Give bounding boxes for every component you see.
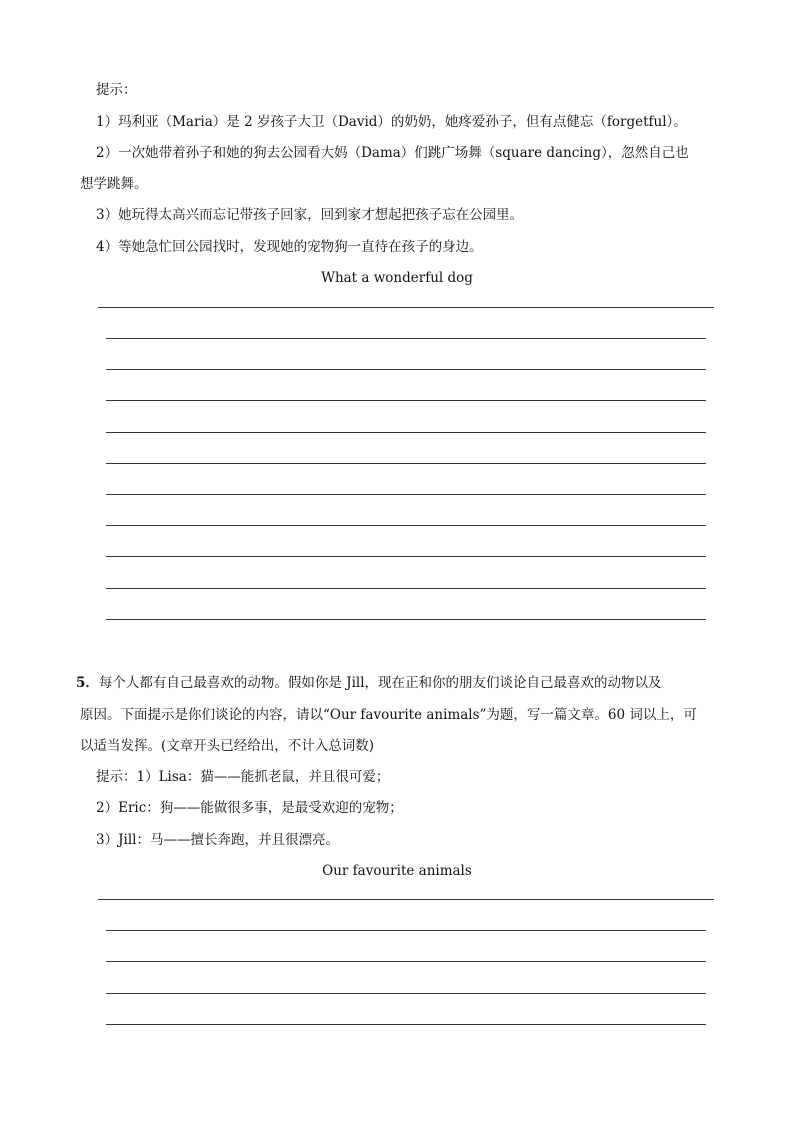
question-number-label: 5． xyxy=(76,675,99,691)
essay-title-dog: What a wonderful dog xyxy=(321,270,473,286)
writing-line[interactable] xyxy=(106,369,706,370)
writing-line[interactable] xyxy=(106,463,706,464)
hint-line-4: 4）等她急忙回公园找时，发现她的宠物狗一直待在孩子的身边。 xyxy=(96,239,483,255)
writing-line[interactable] xyxy=(106,338,706,339)
hint-line-jill: 3）Jill：马——擅长奔跑，并且很漂亮。 xyxy=(96,832,339,848)
hint-line-1: 1）玛利亚（Maria）是 2 岁孩子大卫（David）的奶奶，她疼爱孙子，但有点健忘（forgetful）。 xyxy=(96,114,687,130)
prompt-line-3: 以适当发挥。(文章开头已经给出，不计入总词数) xyxy=(80,738,375,754)
writing-line[interactable] xyxy=(106,993,706,994)
question-number xyxy=(76,673,662,693)
hint-line-eric: 2）Eric：狗——能做很多事，是最受欢迎的宠物； xyxy=(96,800,403,816)
writing-line[interactable] xyxy=(106,432,706,433)
writing-line[interactable] xyxy=(106,400,706,401)
writing-line[interactable] xyxy=(106,930,706,931)
writing-line[interactable] xyxy=(106,556,706,557)
writing-line[interactable] xyxy=(98,899,714,900)
writing-line[interactable] xyxy=(106,961,706,962)
writing-line[interactable] xyxy=(106,525,706,526)
prompt-line-2: 原因。下面提示是你们谈论的内容，请以“Our favourite animals”为题，写一篇文章。60 词以上，可 xyxy=(80,707,697,723)
hint-line-2-continued: 想学跳舞。 xyxy=(80,176,148,192)
writing-line[interactable] xyxy=(106,619,706,620)
hint-line-lisa: 提示：1）Lisa：猫——能抓老鼠，并且很可爱； xyxy=(96,769,390,785)
essay-title-animals: Our favourite animals xyxy=(322,863,472,879)
hint-label: 提示： xyxy=(96,82,137,98)
writing-line[interactable] xyxy=(106,1024,706,1025)
prompt-line-1: 每个人都有自己最喜欢的动物。假如你是 Jill，现在正和你的朋友们谈论自己最喜欢的动物以及 xyxy=(98,675,662,691)
writing-line[interactable] xyxy=(106,494,706,495)
hint-line-3: 3）她玩得太高兴而忘记带孩子回家，回到家才想起把孩子忘在公园里。 xyxy=(96,207,524,223)
hint-line-2: 2）一次她带着孙子和她的狗去公园看大妈（Dama）们跳广场舞（square dancing），忽然自己也 xyxy=(96,145,689,161)
writing-line[interactable] xyxy=(98,307,714,308)
writing-line[interactable] xyxy=(106,588,706,589)
